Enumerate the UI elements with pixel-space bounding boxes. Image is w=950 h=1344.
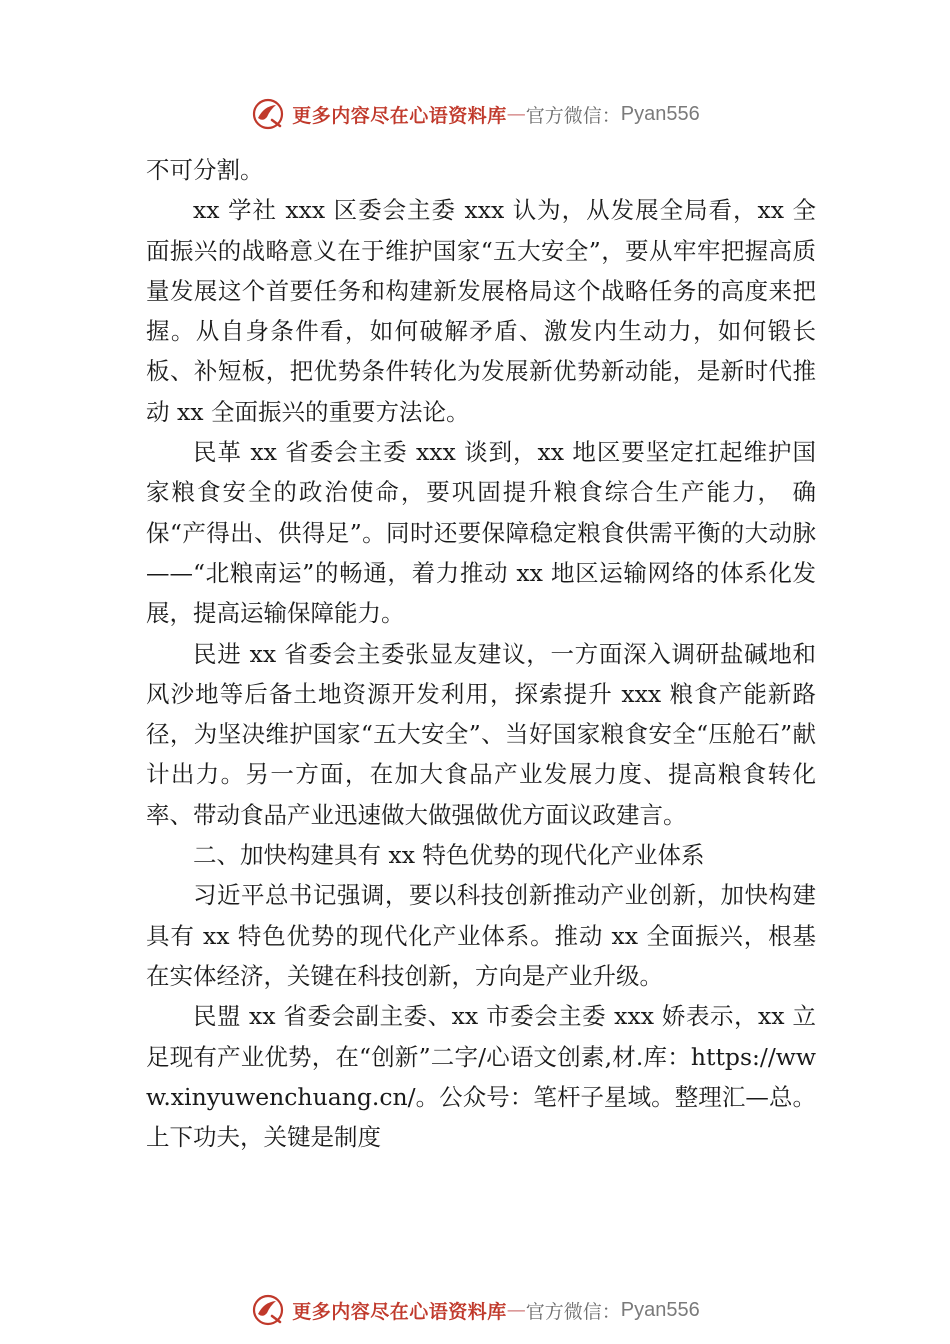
banner-slogan: 更多内容尽在心语资料库 xyxy=(292,104,507,127)
paragraph: 民进 xx 省委会主委张显友建议，一方面深入调研盐碱地和风沙地等后备土地资源开发利用，探索提升 xxx 粮食产能新路径，为坚决维护国家“五大安全”、当好国家粮食安全“压舱石”献计出力。另一方面，在加大食品产业发展力度、提高粮食转化率、带动食品产业迅速做大做强做优方面议政建言。 xyxy=(146,639,816,829)
document-body xyxy=(146,150,816,1157)
paragraph: xx 学社 xxx 区委会主委 xxx 认为，从发展全局看，xx 全面振兴的战略意义在于维护国家“五大安全”，要从牢牢把握高质量发展这个首要任务和构建新发展格局这个战略任务的高度来把握。从自身条件看，如何破解矛盾、激发内生动力，如何锻长板、补短板，把优势条件转化为发展新优势新动能，是新时代推动 xx 全面振兴的重要方法论。 xyxy=(146,196,816,426)
section-heading: 二、加快构建具有 xx 特色优势的现代化产业体系 xyxy=(193,841,705,870)
paragraph: 习近平总书记强调，要以科技创新推动产业创新，加快构建具有 xx 特色优势的现代化产业体系。推动 xx 全面振兴，根基在实体经济，关键在科技创新，方向是产业升级。 xyxy=(146,881,816,990)
banner-wechat-id: Pyan556 xyxy=(620,1298,700,1321)
brush-logo-icon xyxy=(250,1292,286,1328)
banner-wechat-label: 官方微信： xyxy=(525,104,621,127)
paragraph: 民盟 xx 省委会副主委、xx 市委会主委 xxx 娇表示，xx 立足现有产业优势，在“创新”二字/心语文创素,材.库：https://www.xinyuwenchuang.cn/。公众号：笔杆子星域。整理汇—总。上下功夫，关键是制度 xyxy=(146,1002,816,1152)
banner-wechat-id: Pyan556 xyxy=(620,102,700,125)
brush-logo-icon xyxy=(250,96,286,132)
banner-slogan: 更多内容尽在心语资料库 xyxy=(292,1300,507,1323)
banner-dash: — xyxy=(506,1299,526,1321)
paragraph-continued: 不可分割。 xyxy=(146,156,264,184)
banner-dash: — xyxy=(506,103,526,125)
paragraph: 民革 xx 省委会主委 xxx 谈到，xx 地区要坚定扛起维护国家粮食安全的政治使命，要巩固提升粮食综合生产能力， 确保“产得出、供得足”。同时还要保障稳定粮食供需平衡的大动脉——“北粮南运”的畅通，着力推动 xx 地区运输网络的体系化发展，提高运输保障能力。 xyxy=(146,438,816,628)
header-banner xyxy=(0,94,950,134)
banner-wechat-label: 官方微信： xyxy=(525,1300,621,1323)
footer-banner xyxy=(0,1290,950,1330)
